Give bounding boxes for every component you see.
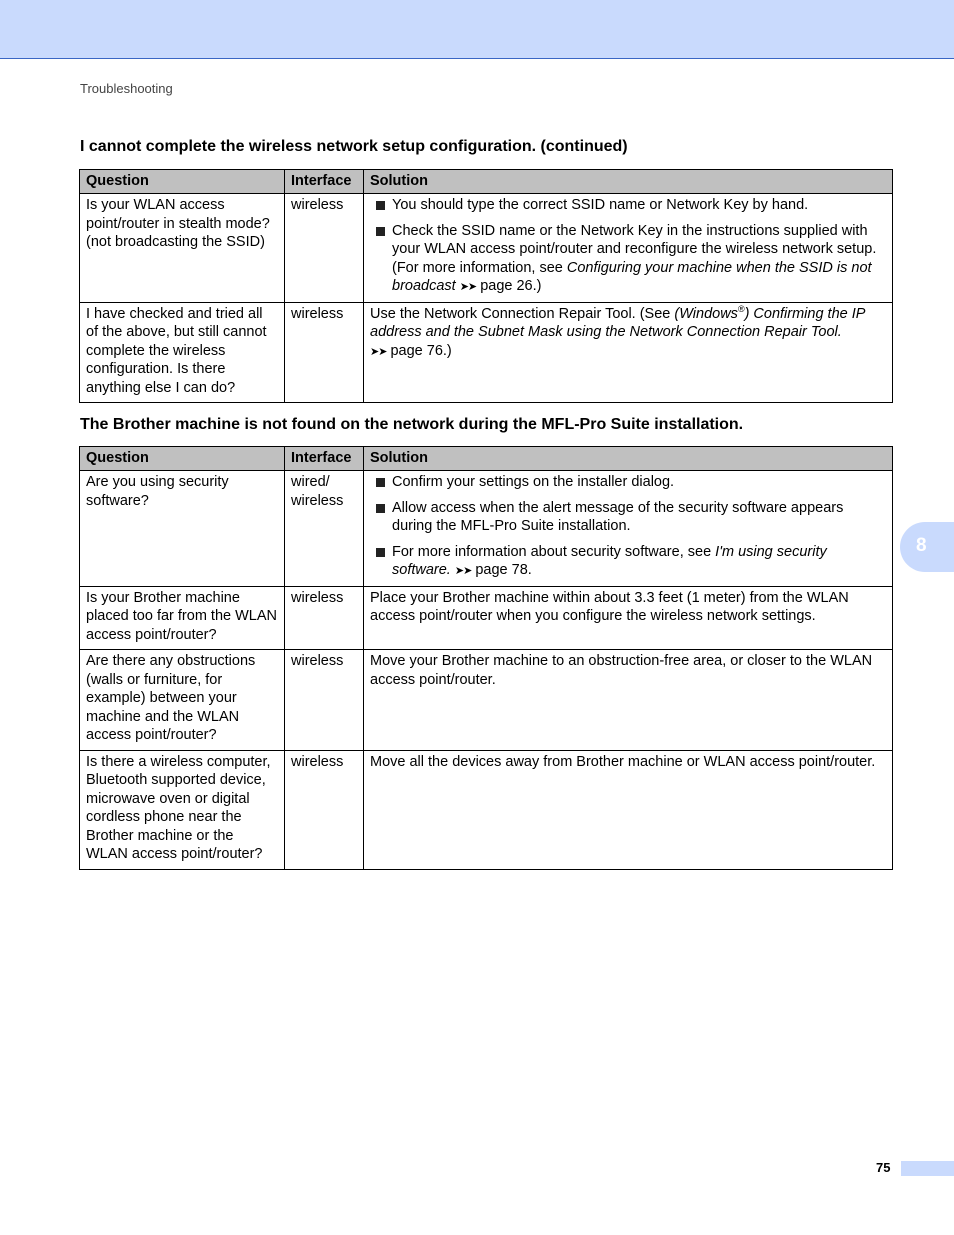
page-number-bar [901,1161,954,1176]
bullet-item: Confirm your settings on the installer dialog. [370,473,886,492]
interface-cell: wired/ wireless [285,471,364,587]
interface-cell: wireless [285,650,364,751]
table-row [80,750,893,869]
registered-mark: ® [737,303,745,314]
double-arrow-icon: ➤➤ [370,345,387,358]
double-arrow-icon: ➤➤ [454,565,472,577]
cross-reference-link[interactable]: Configuring your machine when the SSID is not broadcast [392,259,872,294]
solution-cell: Move your Brother machine to an obstruction-free area, or closer to the WLAN access point/router. [364,650,893,751]
table-row [80,194,893,303]
bullet-item: Allow access when the alert message of the security software appears during the MFL-Pro Suite installation. [370,499,886,536]
section-title-wireless-setup: I cannot complete the wireless network setup configuration. (continued) [80,138,628,155]
column-header-question: Question [80,447,285,471]
cross-reference-link[interactable]: I'm using security software. [392,543,827,578]
square-bullet-icon [376,504,385,513]
bullet-item: Check the SSID name or the Network Key in the instructions supplied with your WLAN access point/router and reconfigure the wireless network setup. (For more information, see Configuring your machine when the SSID is not broadcast ➤➤ page 26.) [370,222,886,297]
chapter-number: 8 [916,535,927,556]
solution-cell: Use the Network Connection Repair Tool. (See (Windows®) Confirming the IP address and the Subnet Mask using the Network Connection Repair Tool. ➤➤ page 76.) [364,302,893,403]
question-cell: Is there a wireless computer, Bluetooth supported device, microwave oven or digital cordless phone near the Brother machine or the WLAN access point/router? [80,750,285,869]
solution-cell: Move all the devices away from Brother machine or WLAN access point/router. [364,750,893,869]
interface-cell: wireless [285,586,364,650]
troubleshooting-table-machine-not-found [79,446,893,870]
column-header-interface: Interface [285,447,364,471]
table-header-row [80,170,893,194]
question-cell: Is your Brother machine placed too far from the WLAN access point/router? [80,586,285,650]
column-header-interface: Interface [285,170,364,194]
running-head: Troubleshooting [80,81,173,96]
square-bullet-icon [376,478,385,487]
column-header-solution: Solution [364,447,893,471]
table-row [80,650,893,751]
square-bullet-icon [376,201,385,210]
bullet-item: For more information about security software, see I'm using security software. ➤➤ page 78. [370,543,886,581]
interface-cell: wireless [285,750,364,869]
question-cell: I have checked and tried all of the above, but still cannot complete the wireless configuration. Is there anything else I can do? [80,302,285,403]
interface-cell: wireless [285,302,364,403]
table-row [80,471,893,587]
table-row [80,302,893,403]
solution-cell [364,194,893,303]
square-bullet-icon [376,227,385,236]
square-bullet-icon [376,548,385,557]
cross-reference-link[interactable]: (Windows®) Confirming the IP address and the Subnet Mask using the Network Connection Repair Tool. [370,303,865,340]
question-cell: Is your WLAN access point/router in stealth mode? (not broadcasting the SSID) [80,194,285,303]
double-arrow-icon: ➤➤ [459,281,477,293]
question-cell: Are there any obstructions (walls or furniture, for example) between your machine and the WLAN access point/router? [80,650,285,751]
column-header-solution: Solution [364,170,893,194]
chapter-tab[interactable] [900,522,954,572]
interface-cell: wireless [285,194,364,303]
solution-cell [364,471,893,587]
bullet-item: You should type the correct SSID name or Network Key by hand. [370,196,886,215]
table-row [80,586,893,650]
column-header-question: Question [80,170,285,194]
page-number: 75 [876,1160,891,1175]
header-band [0,0,954,59]
question-cell: Are you using security software? [80,471,285,587]
troubleshooting-table-wireless-setup [79,169,893,403]
section-title-machine-not-found: The Brother machine is not found on the network during the MFL-Pro Suite installation. [80,416,744,433]
solution-cell: Place your Brother machine within about 3.3 feet (1 meter) from the WLAN access point/router when you configure the wireless network settings. [364,586,893,650]
table-header-row [80,447,893,471]
